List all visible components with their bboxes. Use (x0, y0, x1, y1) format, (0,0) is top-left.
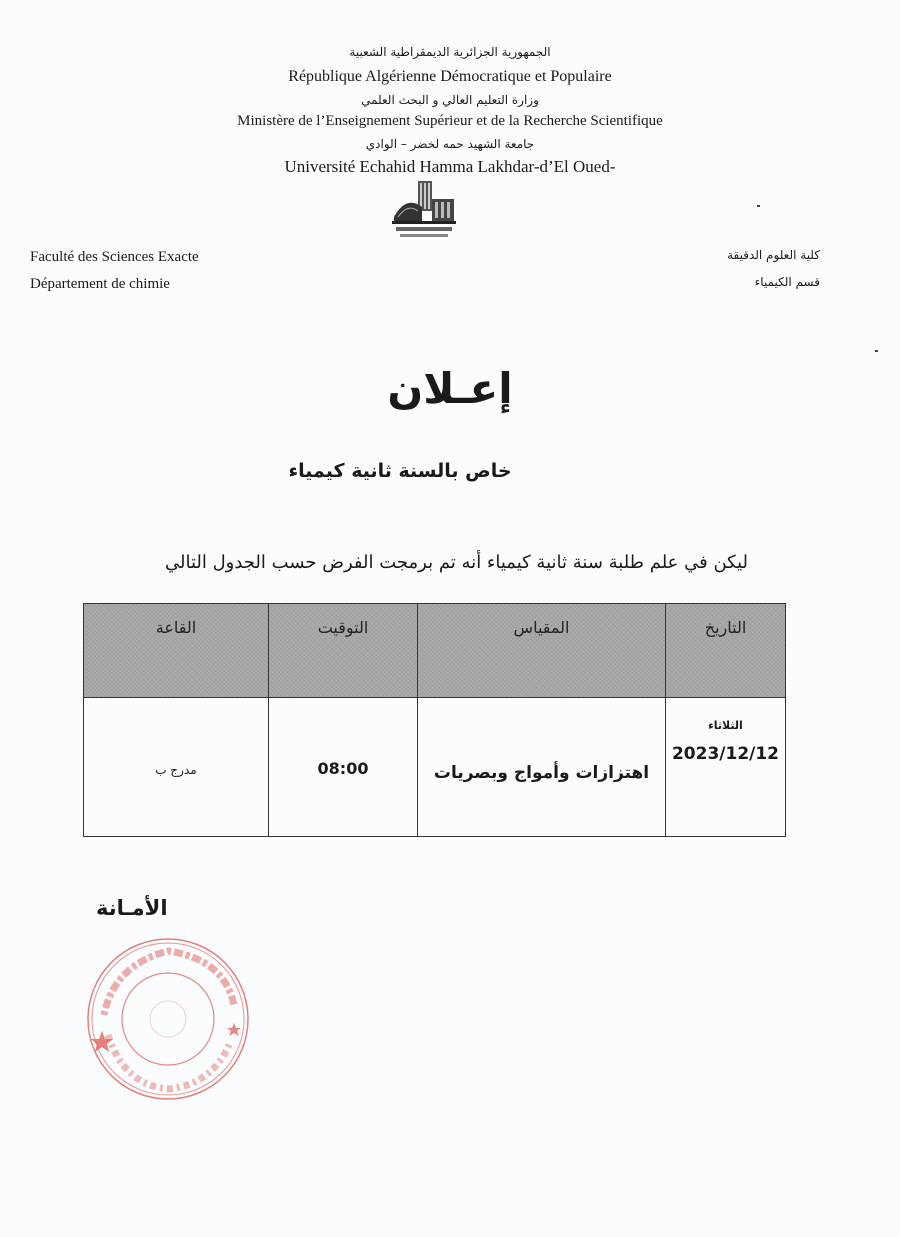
header-date: التاريخ (666, 604, 786, 698)
ministry-arabic: وزارة التعليم العالي و البحث العلمي (361, 93, 539, 107)
exam-schedule-table (83, 603, 786, 837)
faculty-name-fr: Faculté des Sciences Exacte (30, 249, 199, 265)
republic-french: République Algérienne Démocratique et Populaire (288, 68, 612, 85)
header-room: القاعة (84, 604, 269, 698)
department-name-fr: Département de chimie (30, 276, 170, 292)
announcement-title: إعـلان (387, 364, 513, 413)
table-header-row (84, 604, 786, 698)
announcement-notice: ليكن في علم طلبة سنة ثانية كيمياء أنه تم برمجت الفرض حسب الجدول التالي (164, 552, 748, 573)
header-module: المقياس (418, 604, 666, 698)
faculty-arabic-block (727, 242, 820, 296)
faculty-name-ar: كلية العلوم الدقيقة (727, 248, 820, 262)
table-row (84, 698, 786, 837)
scan-speck (757, 205, 760, 207)
republic-arabic: الجمهورية الجزائرية الديمقراطية الشعبية (349, 45, 551, 59)
official-seal-icon (84, 935, 252, 1103)
cell-date (666, 698, 786, 837)
university-french: Université Echahid Hamma Lakhdar-d’El Oued- (284, 157, 616, 176)
exam-date: 2023/12/12 (671, 744, 780, 764)
announcement-subtitle: خاص بالسنة ثانية كيمياء (288, 460, 512, 482)
university-arabic: جامعة الشهيد حمه لخضر – الوادي (365, 137, 535, 151)
exam-room: مدرج ب (155, 763, 197, 777)
ministry-french: Ministère de l’Enseignement Supérieur et de la Recherche Scientifique (237, 113, 663, 129)
cell-time (269, 698, 418, 837)
exam-module: اهتزازات وأمواج وبصريات (433, 763, 650, 783)
faculty-french-block (30, 244, 199, 298)
header-time: التوقيت (269, 604, 418, 698)
exam-time: 08:00 (317, 759, 369, 778)
scan-speck (875, 350, 878, 352)
department-name-ar: قسم الكيمياء (754, 275, 820, 289)
university-building-logo-icon (388, 177, 460, 243)
secretariat-label: الأمـانة (96, 896, 168, 920)
cell-room (84, 698, 269, 837)
cell-module (418, 698, 666, 837)
exam-day: الثلاثاء (708, 719, 743, 732)
